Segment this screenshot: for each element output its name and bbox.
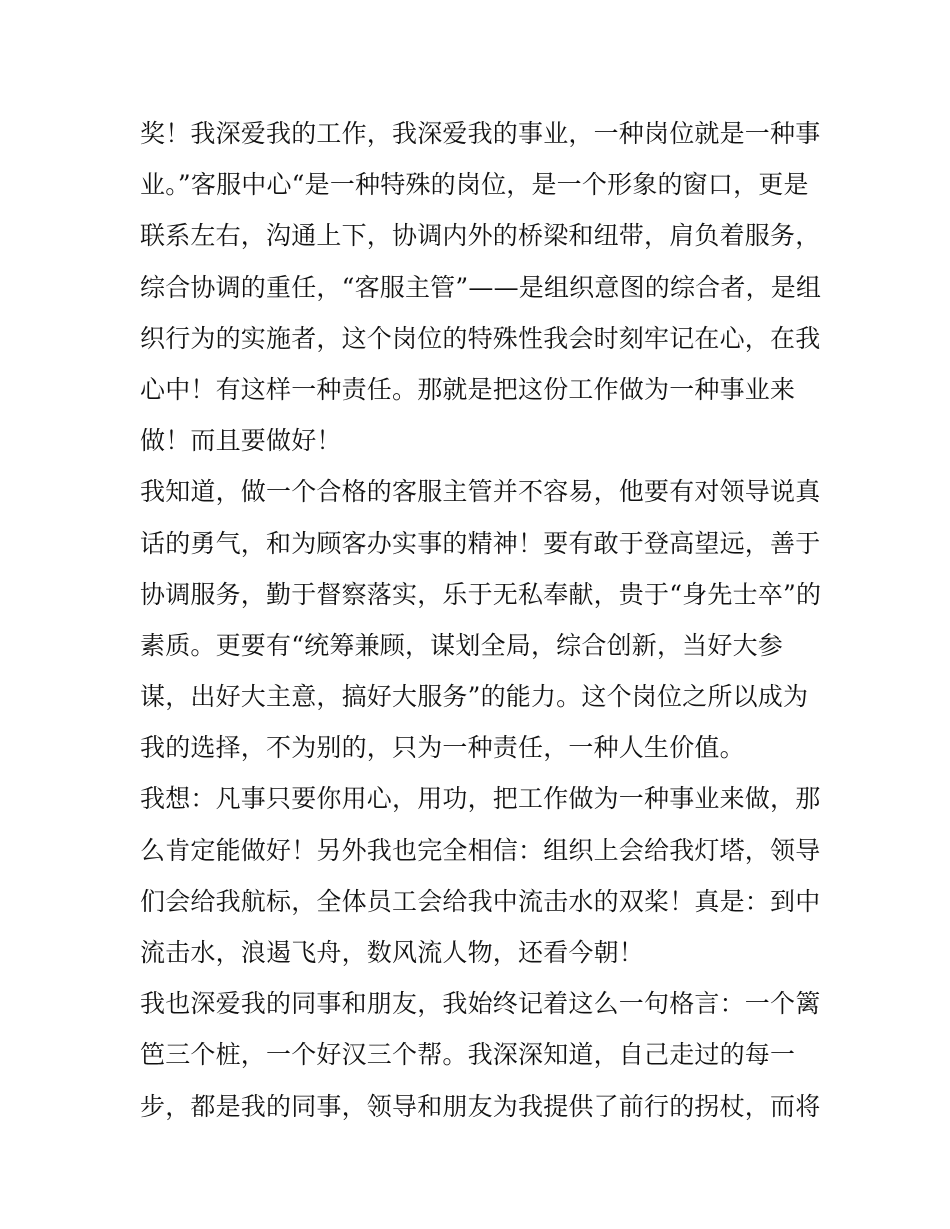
text-line: 谋，出好大主意，搞好大服务”的能力。这个岗位之所以成为 — [140, 682, 809, 712]
text-line: 们会给我航标，全体员工会给我中流击水的双桨！真是：到中 — [140, 886, 821, 916]
text-line: 奖！我深爱我的工作，我深爱我的事业，一种岗位就是一种事 — [140, 119, 821, 148]
text-line: 笆三个桩，一个好汉三个帮。我深深知道，自己走过的每一 — [140, 1040, 796, 1070]
text-line: 协调服务，勤于督察落实，乐于无私奉献，贵于“身先士卒”的 — [140, 579, 822, 609]
text-line: 心中！有这样一种责任。那就是把这份工作做为一种事业来 — [140, 374, 796, 404]
text-line: 我想：凡事只要你用心，用功，把工作做为一种事业来做，那 — [140, 784, 821, 814]
text-line: 素质。更要有“统筹兼顾，谋划全局，综合创新，当好大参 — [140, 630, 783, 660]
text-line: 我的选择，不为别的，只为一种责任，一种人生价值。 — [140, 733, 745, 763]
text-line: 业。”客服中心“是一种特殊的岗位，是一个形象的窗口，更是 — [140, 170, 809, 200]
text-line: 么肯定能做好！另外我也完全相信：组织上会给我灯塔，领导 — [140, 835, 821, 865]
text-line: 我也深爱我的同事和朋友，我始终记着这么一句格言：一个篱 — [140, 989, 821, 1019]
text-line: 步，都是我的同事，领导和朋友为我提供了前行的拐杖，而将 — [140, 1091, 821, 1121]
text-line: 流击水，浪遏飞舟，数风流人物，还看今朝！ — [140, 938, 645, 967]
text-line: 做！而且要做好！ — [140, 426, 342, 456]
text-line: 联系左右，沟通上下，协调内外的桥梁和纽带，肩负着服务， — [140, 221, 821, 251]
text-line: 综合协调的重任，“客服主管”——是组织意图的综合者，是组 — [140, 272, 822, 302]
body-text — [140, 108, 820, 1132]
text-line: 织行为的实施者，这个岗位的特殊性我会时刻牢记在心，在我 — [140, 323, 821, 353]
text-line: 话的勇气，和为顾客办实事的精神！要有敢于登高望远，善于 — [140, 528, 821, 558]
text-line: 我知道，做一个合格的客服主管并不容易，他要有对领导说真 — [140, 477, 821, 507]
